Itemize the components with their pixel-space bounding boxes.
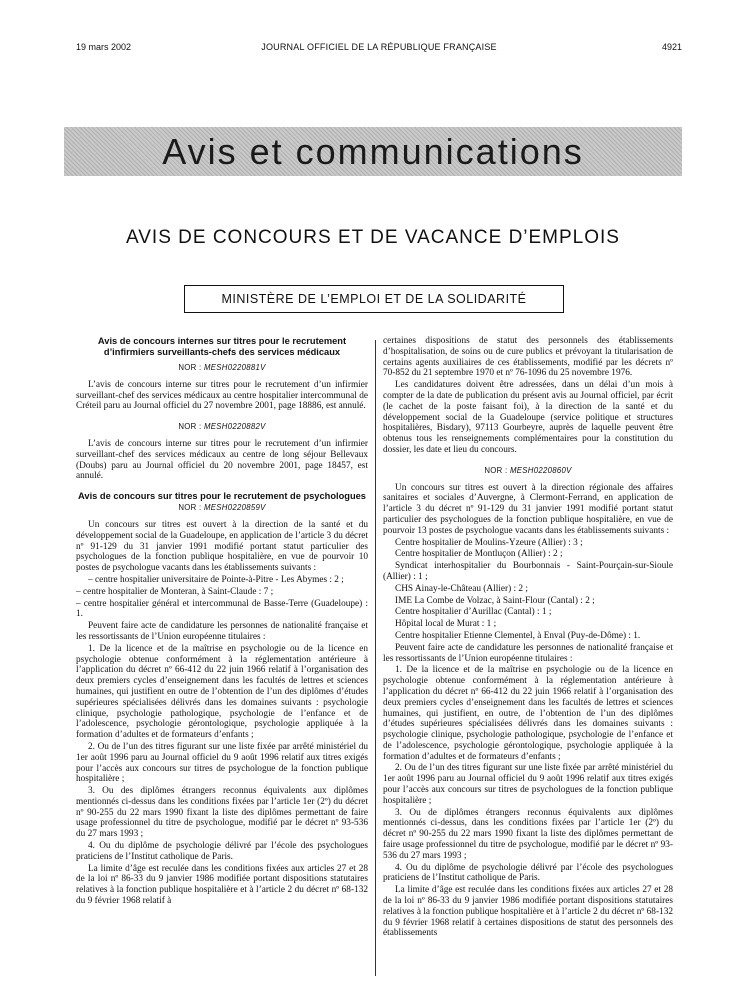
paragraph: 2. Ou de l’un des titres figurant sur une liste fixée par arrêté ministériel du 1er août 1996 paru au Journal officiel du 9 août 1996 relatif aux titres exigés pour l’accès aux concours sur titres de psychologue de la fonction publique hospitalière ; bbox=[76, 741, 368, 785]
column-divider bbox=[375, 340, 376, 976]
ministry-heading: MINISTÈRE DE L’EMPLOI ET DE LA SOLIDARITÉ bbox=[184, 285, 564, 313]
list-item: – centre hospitalier de Monteran, à Saint-Claude : 7 ; bbox=[76, 586, 274, 597]
nor-label: NOR : bbox=[178, 363, 202, 372]
article-title: Avis de concours internes sur titres pour le recrutement d’infirmiers surveillants-chefs des services médicaux bbox=[97, 336, 347, 357]
nor-code: MESH0220860V bbox=[509, 465, 572, 475]
right-column bbox=[383, 336, 673, 980]
paragraph: Peuvent faire acte de candidature les personnes de nationalité française et les ressortissants de l’Union européenne titulaires : bbox=[383, 642, 673, 664]
section-banner bbox=[64, 127, 682, 176]
nor-label: NOR : bbox=[178, 503, 202, 513]
page-header bbox=[76, 42, 682, 56]
paragraph: Peuvent faire acte de candidature les personnes de nationalité française et les ressortissants de l’Union européenne titulaires : bbox=[76, 621, 368, 642]
list-item: Centre hospitalier de Montluçon (Allier) : 2 ; bbox=[395, 549, 563, 560]
paragraph: 1. De la licence et de la maîtrise en psychologie ou de la licence en psychologie obtenue conformément à la réglementation antérieure à l’application du décret nº 66-412 du 22 juin 1966 relatif à l’organisation des deux premiers cycles d’enseignement dans les facultés de lettres et sciences humaines, qui justifient en outre de l’obtention de l’un des diplômes d’études supérieures spécialisées délivrés dans les domaines suivants : psychologie clinique, psychologie pathologique, psychologie de l’enfance et de l’adolescence, psychologie gérontologique, psychologie appliquée à la formation d’adultes et de formateurs d’enfants ; bbox=[76, 643, 368, 741]
list-item: Centre hospitalier Etienne Clementel, à Enval (Puy-de-Dôme) : 1. bbox=[395, 630, 641, 641]
paragraph: 3. Ou des diplômes étrangers reconnus équivalents aux diplômes mentionnés ci-dessus dans les conditions fixées par l’article 1er (2º) du décret nº 90-255 du 22 mars 1990 fixant la liste des diplômes permettant de faire usage professionnel du titre de psychologue, modifié par le décret nº 93-536 du 27 mars 1993 ; bbox=[76, 786, 368, 840]
list-item: IME La Combe de Volzac, à Saint-Flour (Cantal) : 2 ; bbox=[395, 595, 595, 606]
section-title: AVIS DE CONCOURS ET DE VACANCE D’EMPLOIS bbox=[126, 227, 620, 248]
paragraph: Un concours sur titres est ouvert à la direction de la santé et du développement social de la Guadeloupe, en application de l’article 3 du décret nº 91-129 du 31 janvier 1991 modifié portant statut particulier des psychologues de la fonction publique hospitalière, en vue de pourvoir 10 postes de psychologue vacants dans les établissements suivants : bbox=[76, 519, 368, 574]
paragraph: 3. Ou de diplômes étrangers reconnus équivalents aux diplômes mentionnés ci-dessus, dans les conditions fixées par l’article 1er (2º) du décret nº 90-255 du 22 mars 1990 fixant la liste des diplômes permettant de faire usage professionnel du titre de psychologue, modifié par le décret nº 93-536 du 27 mars 1993 ; bbox=[383, 807, 673, 861]
nor-reference bbox=[76, 422, 368, 433]
list-item: Syndicat interhospitalier du Bourbonnais - Saint-Pourçain-sur-Sioule (Allier) : 1 ; bbox=[383, 561, 673, 582]
journal-title: JOURNAL OFFICIEL DE LA RÉPUBLIQUE FRANÇAISE bbox=[261, 42, 497, 52]
paragraph: La limite d’âge est reculée dans les conditions fixées aux articles 27 et 28 de la loi nº 86-33 du 9 janvier 1986 modifiée portant dispositions statutaires relatives à la fonction publique hospitalière et à l’article 2 du décret nº 68-132 du 9 février 1968 relatif à bbox=[76, 863, 368, 907]
nor-reference bbox=[383, 466, 673, 477]
list-item: – centre hospitalier général et intercommunal de Basse-Terre (Guadeloupe) : 1. bbox=[76, 598, 368, 620]
nor-label: NOR : bbox=[484, 465, 508, 475]
paragraph: certaines dispositions de statut des personnels des établissements d’hospitalisation, de soins ou de cure publics et prévoyant la titularisation de certains agents auxiliaires de ces établissements, modifié par les décrets nº 70-852 du 21 septembre 1970 et nº 76-1096 du 25 novembre 1976. bbox=[383, 336, 673, 379]
left-column bbox=[76, 336, 368, 980]
nor-reference bbox=[76, 363, 368, 374]
list-item: Hôpital local de Murat : 1 ; bbox=[395, 619, 497, 630]
paragraph: Les candidatures doivent être adressées, dans un délai d’un mois à compter de la date de publication du présent avis au Journal officiel, par écrit (le cachet de la poste faisant foi), à la direction de la santé et du développement social de la Guadeloupe (service politique et structures hospitalières, Bisdary), 97113 Gourbeyre, auprès de laquelle peuvent être obtenus tous les renseignements complémentaires pour la constitution du dossier, les date et lieu du concours. bbox=[383, 380, 673, 455]
paragraph: Un concours sur titres est ouvert à la direction régionale des affaires sanitaires et sociales d’Auvergne, à Clermont-Ferrand, en application de l’article 3 du décret nº 91-129 du 31 janvier 1991 modifié portant statut particulier des psychologues de la fonction publique hospitalière, en vue de pourvoir 13 postes de psychologue vacants dans les établissements suivants : bbox=[383, 482, 673, 536]
nor-code: MESH0220859V bbox=[203, 503, 266, 513]
paragraph: 2. Ou de l’un des titres figurant sur une liste fixée par arrêté ministériel du 1er août 1996 paru au Journal officiel du 9 août 1996 relatif aux titres exigés pour l’accès aux concours sur titres de psychologues de la fonction publique hospitalière ; bbox=[383, 763, 673, 806]
list-item: Centre hospitalier de Moulins-Yzeure (Allier) : 3 ; bbox=[395, 537, 583, 548]
nor-code: MESH0220881V bbox=[203, 363, 266, 372]
nor-code: MESH0220882V bbox=[203, 422, 266, 432]
paragraph: 1. De la licence et de la maîtrise en psychologie ou de la licence en psychologie obtenue conformément à la réglementation antérieure à l’application du décret nº 66-412 du 22 juin 1966 relatif à l’organisation des deux premiers cycles d’enseignement dans les facultés de lettres et sciences humaines, qui justifient, en outre, de l’obtention de l’un des diplômes d’études supérieures spécialisées délivrés dans les domaines suivants : psychologie clinique, psychologie pathologique, psychologie de l’enfance et de l’adolescence, psychologie gérontologique, psychologie appliquée à la formation d’adultes et de formateurs d’enfants ; bbox=[383, 665, 673, 762]
paragraph: 4. Ou du diplôme de psychologie délivré par l’école des psychologues praticiens de l’Institut catholique de Paris. bbox=[76, 841, 368, 862]
list-item: – centre hospitalier universitaire de Pointe-à-Pitre - Les Abymes : 2 ; bbox=[88, 574, 344, 585]
paragraph: L’avis de concours interne sur titres pour le recrutement d’un infirmier surveillant-chef des services médicaux au centre de long séjour Bellevaux (Doubs) paru au Journal officiel du 20 novembre 2001, page 18457, est annulé. bbox=[76, 438, 368, 482]
banner-title: Avis et communications bbox=[162, 130, 584, 172]
page-number: 4921 bbox=[661, 42, 682, 52]
nor-label: NOR : bbox=[178, 422, 202, 432]
issue-date: 19 mars 2002 bbox=[76, 42, 132, 52]
paragraph: 4. Ou du diplôme de psychologie délivré par l’école des psychologues praticiens de l’Institut catholique de Paris. bbox=[383, 862, 673, 884]
list-item: Centre hospitalier d’Aurillac (Cantal) : 1 ; bbox=[395, 607, 552, 618]
article-title: Avis de concours sur titres pour le recrutement de psychologues bbox=[78, 491, 366, 502]
paragraph: La limite d’âge est reculée dans les conditions fixées aux articles 27 et 28 de la loi nº 86-33 du 9 janvier 1986 modifiée portant dispositions statutaires relatives à la fonction publique hospitalière et à l’article 2 du décret nº 68-132 du 9 février 1968 relatif à certaines dispositions de statut des personnels des établissements bbox=[383, 885, 673, 939]
paragraph: L’avis de concours interne sur titres pour le recrutement d’un infirmier surveillant-chef des services médicaux au centre hospitalier intercommunal de Créteil paru au Journal officiel du 27 novembre 2001, page 18886, est annulé. bbox=[76, 379, 368, 412]
nor-reference bbox=[76, 503, 368, 514]
list-item: CHS Ainay-le-Château (Allier) : 2 ; bbox=[395, 583, 528, 594]
